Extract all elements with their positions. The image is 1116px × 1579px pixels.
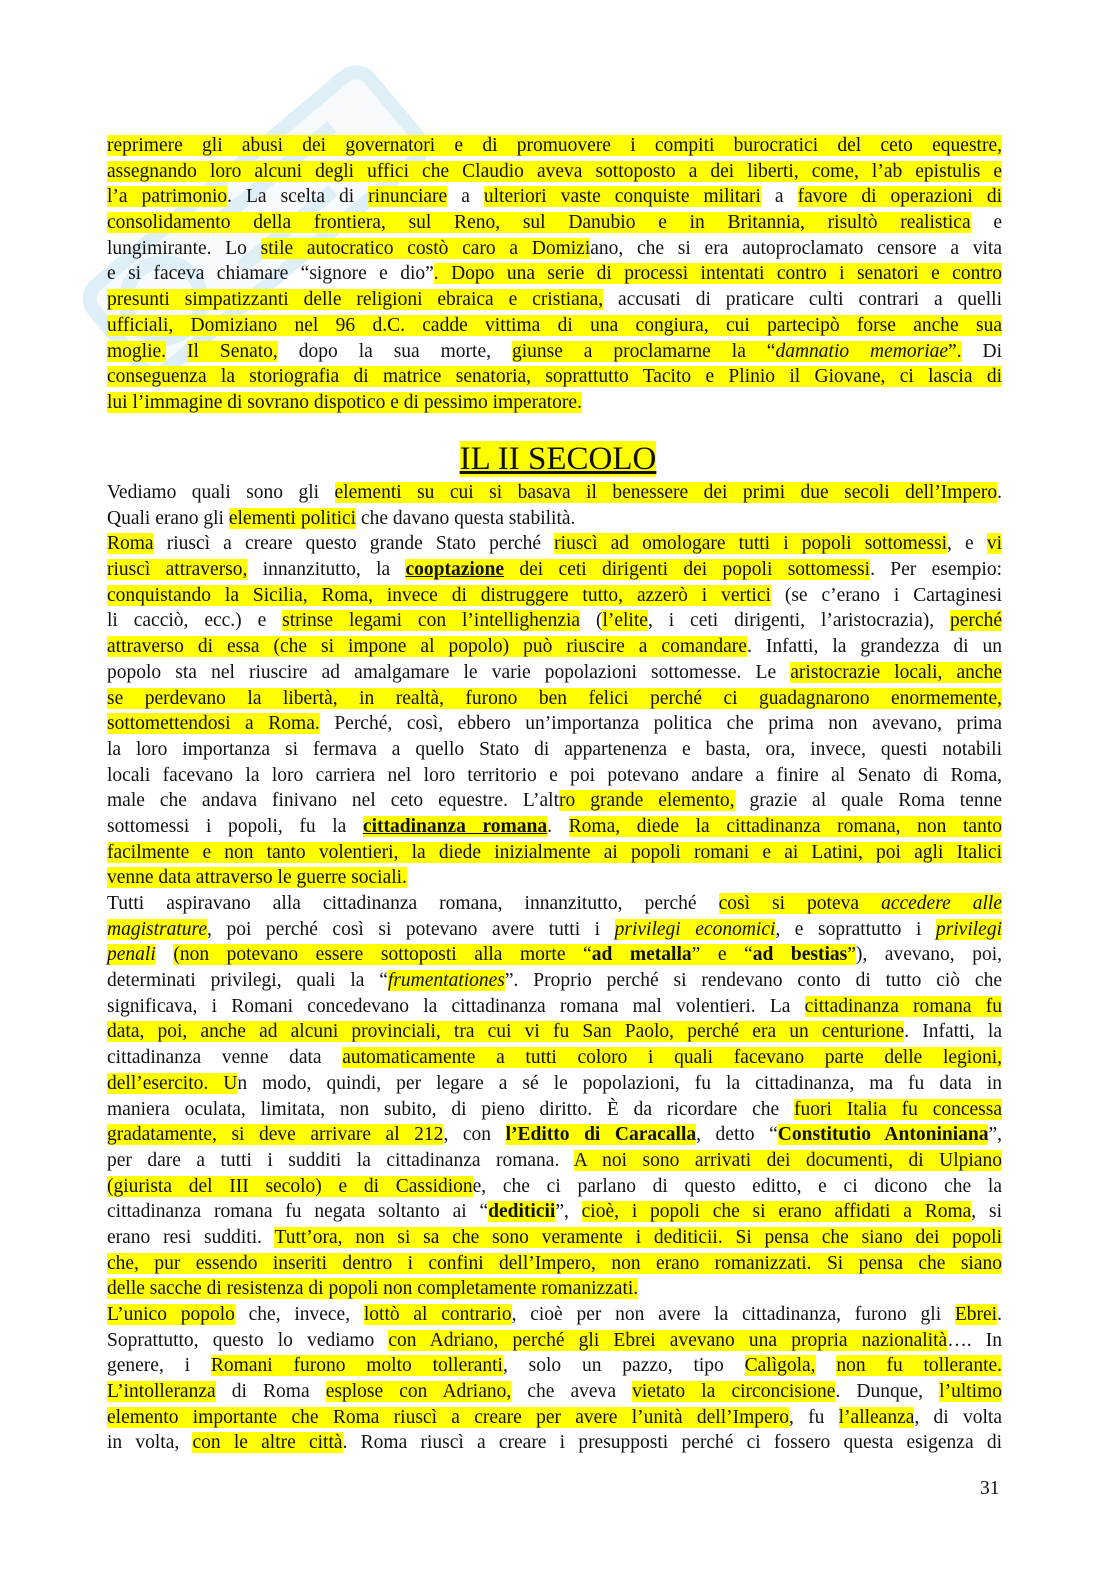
text-line — [107, 1430, 1002, 1456]
highlighted-text: vi — [986, 533, 1002, 555]
text-line — [107, 763, 1002, 789]
highlighted-text: (giurista del III secolo) e di Cassidion — [107, 1175, 473, 1197]
paragraph — [107, 133, 1002, 416]
highlighted-text: reprimere gli abusi dei governatori e di promuovere i compiti burocratici del ceto equestre, — [107, 135, 1002, 156]
text-segment: . La scelta di — [227, 186, 369, 208]
text-segment: in volta, — [107, 1432, 193, 1454]
highlighted-text: Roma, diede la cittadinanza romana, non tanto — [568, 815, 1003, 837]
text-line — [107, 942, 1002, 968]
highlighted-text: Ebrei — [954, 1304, 998, 1325]
highlighted-text: ro grande elemento, — [559, 790, 735, 812]
text-line — [107, 968, 1002, 994]
text-segment: , detto “ — [696, 1124, 778, 1146]
highlighted-text: privilegi economici — [614, 918, 776, 940]
highlighted-text: cittadinanza romana — [362, 815, 548, 837]
highlighted-text: con Adriano, perché gli Ebrei avevano una propria nazionalità — [388, 1329, 948, 1351]
text-segment: , fu — [788, 1406, 839, 1428]
highlighted-text: riuscì attraverso, — [107, 559, 248, 581]
text-segment: innanzitutto, la — [247, 559, 406, 581]
highlighted-text: dell’esercito. U — [107, 1072, 238, 1094]
text-segment: , e — [947, 533, 987, 555]
text-line — [107, 531, 1002, 557]
highlighted-text: l’Editto di Caracalla — [505, 1124, 697, 1146]
text-line — [107, 1225, 1002, 1251]
text-line — [107, 737, 1002, 763]
text-segment: dopo la sua morte, — [277, 340, 512, 362]
page-number: 31 — [980, 1478, 1000, 1499]
highlighted-text: L’intolleranza — [107, 1381, 216, 1403]
text-segment: . — [997, 482, 1002, 503]
highlighted-text: Roma — [107, 533, 154, 555]
highlighted-text: facilmente e non tanto volentieri, la diede inizialmente ai popoli romani e ai Latini, poi agli Italici — [107, 841, 1002, 863]
text-line — [107, 261, 1002, 287]
highlighted-text: ulteriori vaste conquiste militari — [483, 186, 761, 208]
highlighted-text: elementi politici — [228, 507, 357, 529]
text-line — [107, 184, 1002, 210]
highlighted-text: consolidamento della frontiera, sul Reno, sul Danubio e in Britannia, risultò realistica — [107, 212, 971, 234]
text-line — [107, 994, 1002, 1020]
highlighted-text: assegnando loro alcuni degli uffici che Claudio aveva sottoposto a dei liberti, come, l’ab epistulis e — [107, 160, 1002, 182]
highlighted-text: cioè, i popoli che si erano affidati a Roma — [581, 1201, 972, 1223]
text-segment: cittadinanza venne data — [107, 1047, 343, 1069]
text-line — [107, 364, 1002, 390]
text-line — [107, 210, 1002, 236]
highlighted-text: data, poi, anche ad alcuni provinciali, tra cui vi fu San Paolo, perché era un centurione — [107, 1021, 905, 1043]
highlighted-text: cooptazione — [405, 559, 505, 581]
highlighted-text: elemento importante che Roma riuscì a creare per avere l’unità dell’Impero — [107, 1406, 789, 1428]
text-segment: li cacciò, ecc.) e — [107, 610, 283, 632]
highlighted-text: damnatio memoriae — [775, 340, 949, 362]
text-segment: . — [547, 815, 569, 837]
text-segment: Tutti aspiravano alla cittadinanza romana, innanzitutto, perché — [107, 893, 719, 914]
text-segment: che, invece, — [234, 1304, 364, 1325]
text-line — [107, 1353, 1002, 1379]
highlighted-text: ” e “ — [691, 944, 753, 966]
text-segment: riuscì a creare questo grande Stato perché — [153, 533, 555, 555]
highlighted-text: magistrature — [107, 918, 208, 940]
highlighted-text: (non potevano essere sottoposti alla morte “ — [173, 944, 592, 966]
highlighted-text: moglie. — [107, 340, 167, 362]
paragraph — [107, 480, 1002, 531]
text-segment: la loro importanza si fermava a quello Stato di appartenenza e basta, ora, invece, questi notabili — [107, 738, 1002, 760]
text-segment: locali facevano la loro carriera nel loro territorio e poi potevano andare a finire al Senato di Roma, — [107, 764, 1002, 786]
highlighted-text: perché — [950, 610, 1002, 632]
highlighted-text: A noi sono arrivati dei documenti, di Ulpiano — [573, 1149, 1002, 1171]
text-line — [107, 840, 1002, 866]
text-segment — [816, 1355, 837, 1376]
text-segment: significava, i Romani concedevano la cittadinanza romana mal volentieri. La — [107, 995, 805, 1017]
text-segment: sottomessi i popoli, fu la — [107, 815, 363, 837]
text-segment: . Infatti, la — [904, 1021, 1002, 1043]
highlighted-text: cittadinanza romana fu — [804, 995, 1002, 1017]
highlighted-text: strinse legami con l’intellighenzia — [282, 610, 581, 632]
text-segment: grazie al quale Roma tenne — [734, 790, 1003, 812]
highlighted-text: che, pur essendo inseriti dentro i confini dell’Impero, non erano romanizzati. Si pensa che siano — [107, 1252, 1002, 1274]
highlighted-text: rinunciare — [368, 186, 448, 208]
highlighted-text: Constitutio Antoniniana — [777, 1124, 989, 1146]
text-segment: , i ceti dirigenti, l’aristocrazia), — [647, 610, 951, 632]
highlighted-text: delle sacche di resistenza di popoli non completamente romanizzati. — [107, 1278, 639, 1300]
text-segment: lungimirante. Lo — [107, 237, 261, 259]
text-segment: n modo, quindi, per legare a sé le popolazioni, fu la cittadinanza, ma fu data in — [237, 1072, 1002, 1094]
text-line — [107, 1379, 1002, 1405]
text-segment — [156, 944, 174, 965]
paragraph — [107, 891, 1002, 1302]
text-line — [107, 1328, 1002, 1354]
text-line — [107, 583, 1002, 609]
highlighted-text: dediticii — [488, 1201, 556, 1223]
text-segment: di Roma — [215, 1381, 326, 1403]
highlighted-text: così si poteva — [718, 893, 882, 914]
text-segment: ), avevano, poi, — [855, 944, 1003, 966]
text-segment: ( — [580, 610, 603, 632]
text-segment: a — [760, 186, 798, 208]
highlighted-text: se perdevano la libertà, in realtà, furono ben felici perché ci guadagnarono enormemente, — [107, 687, 1002, 709]
highlighted-text: l’ultimo — [939, 1381, 1002, 1403]
text-segment: male che andava finivano nel ceto equestre. L’alt — [107, 790, 560, 812]
text-segment: …. In — [947, 1329, 1002, 1351]
highlighted-text: favore di operazioni di — [797, 186, 1003, 208]
text-line — [107, 287, 1002, 313]
highlighted-text: gradatamente, si deve arrivare al 212 — [107, 1124, 444, 1146]
text-line — [107, 236, 1002, 262]
text-line — [107, 313, 1002, 339]
text-segment: , poi perché così si potevano avere tutti i — [207, 918, 615, 940]
text-segment: . Per esempio: — [870, 559, 1002, 581]
highlighted-text: l’elite — [602, 610, 648, 632]
text-line — [107, 1302, 1002, 1328]
text-segment: e, che ci parlano di questo editto, e ci dicono che la — [472, 1175, 1002, 1197]
highlighted-text: dei ceti dirigenti dei popoli sottomessi — [504, 559, 871, 581]
text-line — [107, 557, 1002, 583]
main-text-block — [107, 480, 1002, 1456]
text-segment: , di volta — [914, 1406, 1002, 1428]
highlighted-text: stile autocratico costò caro a Domizi — [260, 237, 591, 259]
text-segment: ano, che si era autoproclamato censore a vita — [590, 237, 1002, 259]
text-segment: genere, i — [107, 1355, 211, 1377]
highlighted-text: attraverso di essa (che si impone al popolo) può riuscire a comandare — [107, 636, 747, 658]
text-segment: determinati privilegi, quali la “ — [107, 970, 388, 992]
text-segment: , si — [971, 1201, 1002, 1223]
highlighted-text: Calìgola, — [744, 1355, 816, 1377]
highlighted-text: . Dopo una serie di processi intentati contro i senatori e contro — [433, 263, 1002, 285]
highlighted-text: giunse a proclamarne la “ — [511, 340, 776, 362]
text-line — [107, 1148, 1002, 1174]
text-segment: che davano questa stabilità. — [356, 507, 576, 529]
text-line — [107, 917, 1002, 943]
highlighted-text: esplose con Adriano, — [325, 1381, 512, 1403]
highlighted-text: venne data attraverso le guerre sociali. — [107, 867, 407, 889]
text-line — [107, 608, 1002, 634]
highlighted-text: ” — [847, 944, 856, 966]
text-line — [107, 1251, 1002, 1277]
text-line — [107, 891, 1002, 917]
highlighted-text: Il Senato, — [187, 340, 278, 362]
text-line — [107, 788, 1002, 814]
text-line — [107, 1122, 1002, 1148]
highlighted-text: aristocrazie locali, anche — [790, 661, 1002, 683]
highlighted-text: ad metalla — [591, 944, 692, 966]
text-segment: e — [970, 212, 1002, 234]
text-line — [107, 1199, 1002, 1225]
text-line — [107, 711, 1002, 737]
paragraph — [107, 531, 1002, 891]
text-segment: a — [447, 186, 484, 208]
text-segment: Vediamo quali sono gli — [107, 482, 335, 503]
highlighted-text: automaticamente a tutti coloro i quali facevano parte delle legioni, — [342, 1047, 1002, 1069]
highlighted-text: lui l’immagine di sovrano dispotico e di pessimo imperatore. — [107, 391, 582, 413]
highlighted-text: vietato la circoncisione — [632, 1381, 836, 1403]
text-segment: . Dunque, — [835, 1381, 940, 1403]
highlighted-text: elementi su cui si basava il benessere dei primi due secoli dell’Impero — [334, 482, 998, 503]
paragraph — [107, 1302, 1002, 1456]
highlighted-text: accedere alle — [881, 893, 1002, 914]
highlighted-text: L’unico popolo — [107, 1304, 235, 1325]
text-segment: . Roma riuscì a creare i presupposti perché ci fossero questa esigenza di — [342, 1432, 1002, 1454]
text-segment: erano resi sudditi. — [107, 1226, 275, 1248]
highlighted-text: privilegi — [935, 918, 1002, 940]
section-title — [0, 438, 1116, 480]
text-segment: . — [997, 1304, 1002, 1325]
text-line — [107, 1405, 1002, 1431]
text-line — [107, 1045, 1002, 1071]
text-segment: e si faceva chiamare “signore e dio” — [107, 263, 434, 285]
text-line — [107, 480, 1002, 506]
text-segment: che aveva — [511, 1381, 633, 1403]
text-line — [107, 814, 1002, 840]
text-segment: popolo sta nel riuscire ad amalgamare le varie popolazioni sottomesse. Le — [107, 661, 791, 683]
highlighted-text: presunti simpatizzanti delle religioni ebraica e cristiana, — [107, 289, 604, 311]
text-line — [107, 339, 1002, 365]
text-segment: maniera oculata, limitata, non subito, di pieno diritto. È da ricordare che — [107, 1098, 794, 1120]
highlighted-text: l’a patrimonio — [107, 186, 228, 208]
text-line — [107, 506, 1002, 532]
text-line — [107, 634, 1002, 660]
highlighted-text: ufficiali, Domiziano nel 96 d.C. cadde vittima di una congiura, cui partecipò forse anche sua — [107, 314, 1002, 336]
text-line — [107, 1071, 1002, 1097]
highlighted-text: sottomettendosi a Roma. — [107, 713, 320, 735]
text-line — [107, 660, 1002, 686]
highlighted-text: Tutt’ora, non si sa che sono veramente i dediticii. Si pensa che siano dei popoli — [274, 1226, 1002, 1248]
highlighted-text: ad bestias — [752, 944, 848, 966]
text-line — [107, 133, 1002, 159]
text-segment: cittadinanza romana fu negata soltanto ai “ — [107, 1201, 489, 1223]
highlighted-text: lottò al contrario — [363, 1304, 512, 1325]
text-segment: Quali erano gli — [107, 507, 229, 529]
text-line — [107, 159, 1002, 185]
intro-text-block — [107, 133, 1002, 416]
text-line — [107, 1174, 1002, 1200]
text-segment: ”, — [555, 1201, 582, 1223]
section-title-text: IL II SECOLO — [459, 441, 657, 477]
highlighted-text: penali — [107, 944, 156, 966]
text-segment: ”, — [988, 1124, 1002, 1146]
text-segment: ”. Proprio perché si rendevano conto di tutto ciò che — [504, 970, 1002, 992]
text-line — [107, 1276, 1002, 1302]
text-line — [107, 1097, 1002, 1123]
text-segment: , e soprattutto i — [775, 918, 936, 940]
text-segment: , con — [443, 1124, 506, 1146]
text-segment: Soprattutto, questo lo vediamo — [107, 1329, 389, 1351]
highlighted-text: frumentationes — [387, 970, 505, 992]
highlighted-text: Romani furono molto tolleranti — [210, 1355, 503, 1377]
text-line — [107, 865, 1002, 891]
text-segment: Perché, così, ebbero un’importanza politica che prima non avevano, prima — [319, 713, 1003, 735]
highlighted-text: fuori Italia fu concessa — [793, 1098, 1002, 1120]
highlighted-text: riuscì ad omologare tutti i popoli sottomessi — [554, 533, 948, 555]
text-segment: Di — [961, 340, 1003, 362]
highlighted-text: con le altre città — [192, 1432, 343, 1454]
text-segment: . Infatti, la grandezza di un — [746, 636, 1003, 658]
highlighted-text: conseguenza la storiografia di matrice senatoria, soprattutto Tacito e Plinio il Giovane, ci lascia di — [107, 366, 1002, 388]
text-line — [107, 390, 1002, 416]
text-segment: , cioè per non avere la cittadinanza, furono gli — [511, 1304, 955, 1325]
highlighted-text: l’alleanza — [838, 1406, 915, 1428]
highlighted-text: ”. — [948, 340, 962, 362]
highlighted-text: conquistando la Sicilia, Roma, invece di distruggere tutto, azzerò i vertici — [107, 584, 771, 606]
text-segment: per dare a tutti i sudditi la cittadinanza romana. — [107, 1149, 574, 1171]
highlighted-text: non fu tollerante. — [836, 1355, 1003, 1377]
text-line — [107, 1019, 1002, 1045]
text-line — [107, 686, 1002, 712]
text-segment — [166, 341, 187, 362]
text-segment: , solo un pazzo, tipo — [502, 1355, 745, 1377]
text-segment: accusati di praticare culti contrari a quelli — [603, 289, 1002, 311]
text-segment: (se c’erano i Cartaginesi — [770, 584, 1002, 606]
